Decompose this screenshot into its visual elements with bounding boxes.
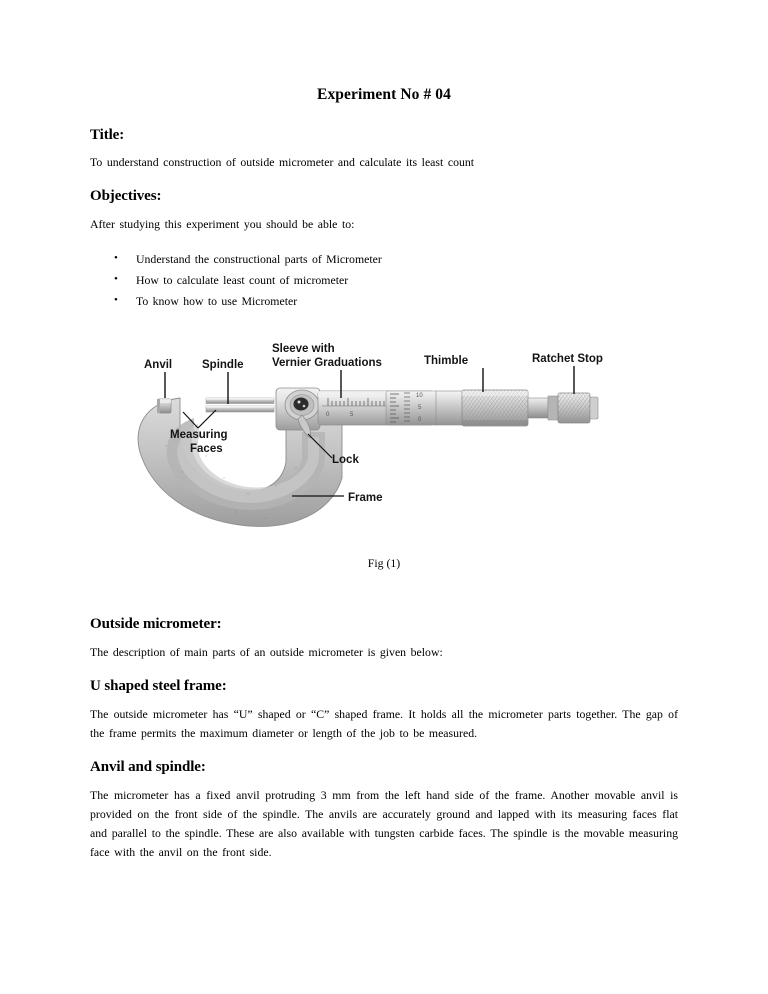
sleeve-scale-number-5: 5 — [350, 412, 354, 419]
figure-container — [90, 336, 678, 536]
micrometer-illustration-svg — [136, 336, 632, 536]
micrometer-spindle-shape — [206, 398, 274, 412]
figure-label-measuring-line1: Measuring — [170, 429, 228, 442]
figure-label-thimble: Thimble — [424, 355, 469, 368]
section-heading-anvil-and-spindle: Anvil and spindle: — [90, 759, 206, 776]
figure-label-frame: Frame — [348, 492, 383, 505]
figure-label-measuring-line2: Faces — [190, 443, 223, 456]
bullet-icon: • — [114, 252, 118, 265]
list-item — [90, 249, 678, 270]
list-item-label: Understand the constructional parts of Micrometer — [136, 252, 382, 267]
figure-label-ratchet-stop: Ratchet Stop — [532, 353, 603, 366]
thimble-scale-number-10: 10 — [416, 393, 423, 400]
section-paragraph-anvil-and-spindle: The micrometer has a fixed anvil protruding 3 mm from the left hand side of the frame. Another movable anvil is provided on the front side of the spindle. The anvils are accurately ground and lapped with its measuring faces flat and parallel to the spindle. These are also available with tungsten carbide faces. The spindle is the movable measuring face with the anvil on the front side. — [90, 787, 678, 860]
figure-caption: Fig (1) — [367, 556, 401, 571]
section-paragraph-outside-micrometer: The description of main parts of an outside micrometer is given below: — [90, 645, 443, 660]
micrometer-thimble-scale — [386, 391, 438, 425]
section-paragraph-objectives: After studying this experiment you should be able to: — [90, 217, 355, 232]
figure-label-anvil: Anvil — [144, 359, 173, 372]
section-paragraph-title: To understand construction of outside micrometer and calculate its least count — [90, 155, 475, 170]
thimble-scale-number-5: 5 — [418, 405, 422, 412]
figure-label-sleeve-line1: Sleeve with — [272, 343, 335, 356]
section-heading-u-shaped-steel-frame: U shaped steel frame: — [90, 678, 227, 695]
section-heading-objectives: Objectives: — [90, 188, 162, 205]
list-item — [90, 291, 678, 312]
bullet-icon: • — [114, 273, 118, 286]
page-title: Experiment No # 04 — [317, 86, 451, 103]
objectives-bullet-list — [90, 249, 678, 312]
list-item-label: How to calculate least count of micrometer — [136, 273, 349, 288]
list-item-label: To know how to use Micrometer — [136, 294, 298, 309]
section-heading-title: Title: — [90, 126, 125, 143]
outside-micrometer-diagram — [136, 336, 632, 536]
figure-label-sleeve-line2: Vernier Graduations — [272, 357, 382, 370]
spacer — [90, 571, 678, 615]
figure-label-spindle: Spindle — [202, 359, 244, 372]
leader-measuring-face-right — [198, 410, 216, 428]
list-item — [90, 270, 678, 291]
micrometer-anvil-shape — [157, 399, 171, 413]
micrometer-ratchet-stop-shape — [528, 393, 598, 423]
sleeve-scale-number-0: 0 — [326, 412, 330, 419]
micrometer-thimble-shape — [436, 390, 528, 426]
bullet-icon: • — [114, 294, 118, 307]
figure-label-lock: Lock — [332, 454, 359, 467]
section-paragraph-u-shaped-steel-frame: The outside micrometer has “U” shaped or “C” shaped frame. It holds all the micrometer parts together. The gap of the frame permits the maximum diameter or length of the job to be measured. — [90, 706, 678, 740]
section-heading-outside-micrometer: Outside micrometer: — [90, 616, 222, 633]
thimble-scale-number-0: 0 — [418, 417, 422, 424]
